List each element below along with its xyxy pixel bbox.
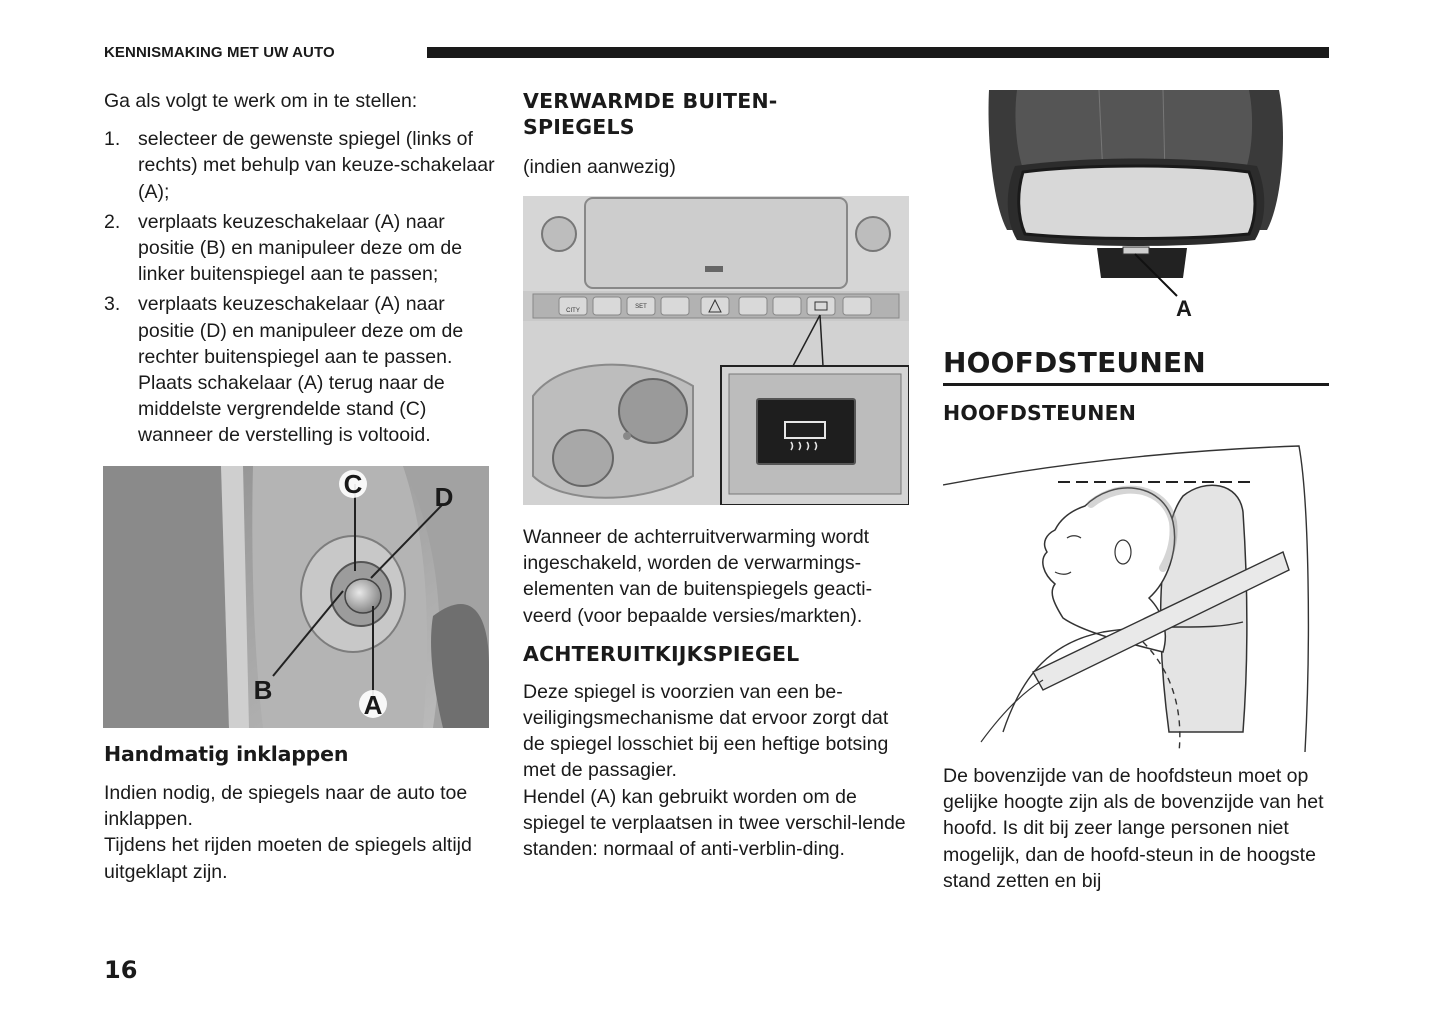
instructions-intro: Ga als volgt te werk om in te stellen: — [104, 90, 418, 112]
heated-mirrors-section — [523, 524, 915, 862]
set-button-label: SET — [635, 304, 647, 310]
label-d: D — [434, 482, 454, 512]
page-number: 16 — [104, 956, 138, 984]
step-text: selecteer de gewenste spiegel (links of rechts) met behulp van keuze-schakelaar (A); — [138, 128, 495, 203]
column-left — [104, 88, 496, 453]
instruction-step — [104, 126, 496, 205]
instructions-list — [104, 126, 496, 448]
step-text: verplaats keuzeschakelaar (A) naar positie (D) en manipuleer deze om de rechter buitenspiegel aan te passen. Plaats schakelaar (A) terug naar de middelste vergrendelde stand (C) wanneer de verstelling is voltooid. — [138, 293, 464, 447]
step-number: 3. — [104, 293, 121, 316]
step-text: verplaats keuzeschakelaar (A) naar positie (B) en manipuleer deze om de linker buitenspiegel aan te passen; — [138, 210, 463, 286]
heated-mirrors-note: (indien aanwezig) — [523, 156, 676, 178]
instruction-step — [104, 209, 496, 288]
header-rule — [427, 47, 1329, 58]
instruction-step — [104, 291, 496, 448]
column-middle — [523, 88, 915, 180]
rearview-mirror-heading: ACHTERUITKIJKSPIEGEL — [523, 641, 800, 666]
defrost-button-figure — [523, 196, 909, 505]
headrest-figure — [943, 442, 1329, 752]
label-a: A — [363, 690, 383, 720]
step-number: 2. — [104, 210, 121, 233]
headrest-section — [943, 346, 1329, 426]
fold-paragraph-1: Indien nodig, de spiegels naar de auto toe inklappen. — [104, 782, 468, 831]
mirror-switch-figure — [103, 466, 489, 728]
section-title: KENNISMAKING MET UW AUTO — [104, 44, 335, 61]
label-b: B — [253, 675, 273, 705]
headrest-section-heading: HOOFDSTEUNEN — [943, 346, 1329, 386]
headrest-sub-heading: HOOFDSTEUNEN — [943, 401, 1137, 425]
fold-heading: Handmatig inklappen — [104, 742, 349, 766]
heated-mirrors-heading: VERWARMDE BUITEN-SPIEGELS — [523, 89, 778, 139]
fold-paragraph-2: Tijdens het rijden moeten de spiegels altijd uitgeklapt zijn. — [104, 834, 472, 883]
mirror-lever-label: A — [1176, 296, 1192, 321]
step-number: 1. — [104, 128, 121, 151]
rearview-mirror-figure — [987, 90, 1287, 325]
fold-section — [104, 742, 496, 885]
headrest-paragraph: De bovenzijde van de hoofdsteun moet op gelijke hoogte zijn als de bovenzijde van het hoofd. Is dit bij zeer lange personen niet mogelijk, dan de hoofd-steun in de hoogste stand zetten en bij — [943, 765, 1324, 892]
headrest-text-section — [943, 763, 1335, 894]
heated-mirrors-text: Wanneer de achterruitverwarming wordt ingeschakeld, worden de verwarmings-elementen van de buitenspiegels geacti-veerd (voor bepaalde versies/markten). — [523, 526, 873, 627]
rearview-paragraph-1: Deze spiegel is voorzien van een be-veiligingsmechanisme dat ervoor zorgt dat de spiegel losschiet bij een heftige botsing met de passagier. — [523, 680, 889, 782]
rearview-paragraph-2: Hendel (A) kan gebruikt worden om de spiegel te verplaatsen in twee verschil-lende standen: normaal of anti-verblin-ding. — [523, 785, 906, 861]
label-c: C — [343, 469, 363, 499]
city-button-label: CITY — [566, 308, 580, 314]
